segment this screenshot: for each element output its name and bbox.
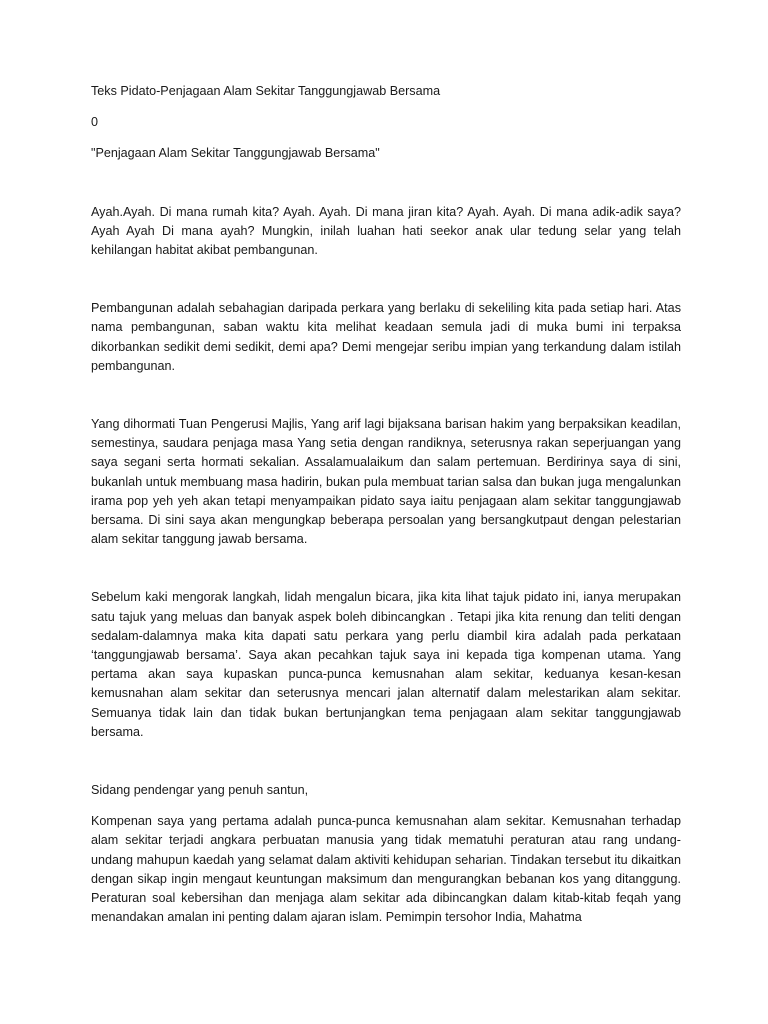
paragraph-audience: Sidang pendengar yang penuh santun, [91,783,309,798]
paragraph-greeting: Yang dihormati Tuan Pengerusi Majlis, Yang arif lagi bijaksana barisan hakim yang berpaksikan keadilan, semestinya, saudara penjaga masa Yang setia dengan randiknya, seterusnya rakan seperjuangan yang saya segani serta hormati sekalian. Assalamualaikum dan salam pertemuan. Berdirinya saya di sini, bukanlah untuk membuang masa hadirin, bukan pula membuat tarian salsa dan bukan juga mengalunkan irama pop yeh yeh akan tetapi menyampaikan pidato saya iaitu penjagaan alam sekitar tanggungjawab bersama. Di sini saya akan mengungkap beberapa persoalan yang bersangkutpaut dengan pelestarian alam sekitar tanggung jawab bersama. [91,417,681,547]
paragraph-outline: Sebelum kaki mengorak langkah, lidah mengalun bicara, jika kita lihat tajuk pidato ini, ianya merupakan satu tajuk yang meluas dan banyak aspek boleh dibincangkan . Tetapi jika kita renung dan teliti dengan sedalam-dalamnya maka kita dapati satu perkara yang perlu diambil kira adalah pada perkataan ‘tanggungjawab bersama’. Saya akan pecahkan tajuk saya ini kepada tiga kompenan utama. Yang pertama akan saya kupaskan punca-punca kemusnahan alam sekitar, keduanya kesan-kesan kemusnahan alam sekitar dan seterusnya mencari jalan alternatif dalam melestarikan alam sekitar. Semuanya tidak lain dan tidak bukan bertunjangkan tema penjagaan alam sekitar tanggungjawab bersama. [91,590,681,739]
document-page [91,82,681,928]
paragraph-first-component: Kompenan saya yang pertama adalah punca-punca kemusnahan alam sekitar. Kemusnahan terhadap alam sekitar terjadi angkara perbuatan manusia yang tidak mematuhi peraturan atau rang undang-undang mahupun kaedah yang selamat dalam aktiviti kehidupan seharian. Tindakan tersebut itu dikaitkan dengan sikap ingin mengaut keuntungan maksimum dan mengurangkan bebanan kos yang ditanggung. Peraturan soal kebersihan dan menjaga alam sekitar ada dibincangkan dalam kitab-kitab feqah yang menandakan amalan ini penting dalam ajaran islam. Pemimpin tersohor India, Mahatma [91,814,681,925]
document-zero-line: 0 [91,115,99,130]
document-title: Teks Pidato-Penjagaan Alam Sekitar Tanggungjawab Bersama [91,84,441,98]
paragraph-intro: Ayah.Ayah. Di mana rumah kita? Ayah. Ayah. Di mana jiran kita? Ayah. Ayah. Di mana adik-adik saya? Ayah Ayah Di mana ayah? Mungkin, inilah luahan hati seekor anak ular tedung selar yang telah kehilangan habitat akibat pembangunan. [91,204,681,258]
document-subtitle: "Penjagaan Alam Sekitar Tanggungjawab Bersama" [91,146,380,161]
paragraph-development: Pembangunan adalah sebahagian daripada perkara yang berlaku di sekeliling kita pada setiap hari. Atas nama pembangunan, saban waktu kita melihat keadaan semula jadi di muka bumi ini terpaksa dikorbankan sedikit demi sedikit, demi apa? Demi mengejar seribu impian yang terkandung dalam istilah pembangunan. [91,301,681,373]
